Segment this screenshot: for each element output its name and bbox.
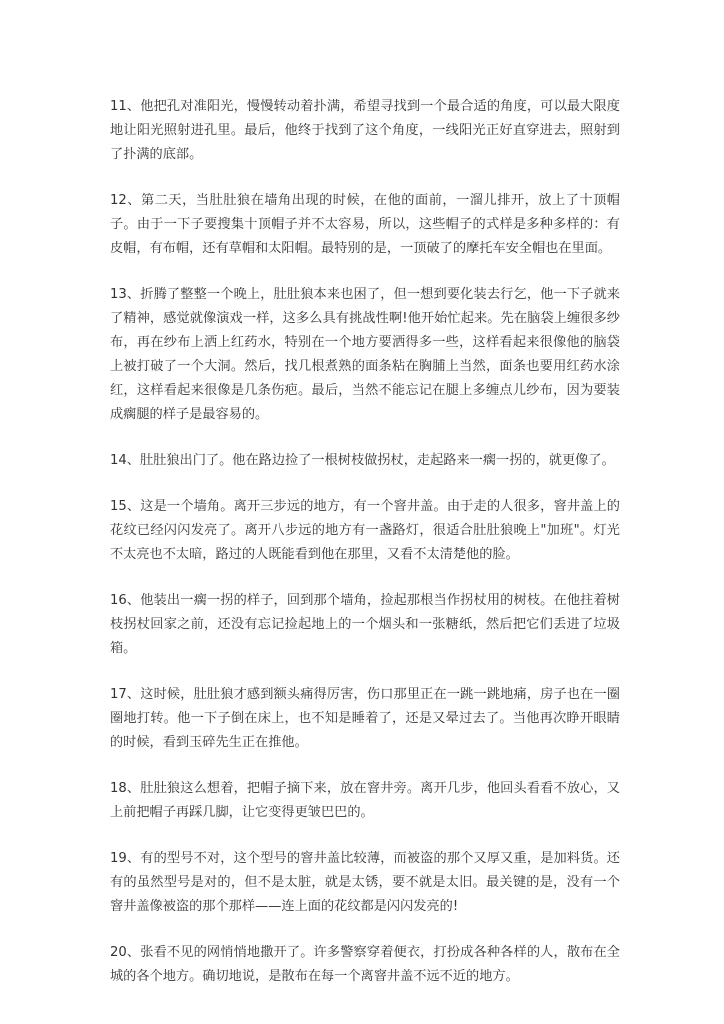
- paragraph-12: 12、第二天，当肚肚狼在墙角出现的时候，在他的面前，一溜儿排开，放上了十顶帽子。由于一下子要搜集十顶帽子并不太容易，所以，这些帽子的式样是多种多样的：有皮帽，有布帽，还有草帽和太阳帽。最特别的是，一顶破了的摩托车安全帽也在里面。: [110, 193, 620, 256]
- paragraph-11: 11、他把孔对准阳光，慢慢转动着扑满，希望寻找到一个最合适的角度，可以最大限度地让阳光照射进孔里。最后，他终于找到了这个角度，一线阳光正好直穿进去，照射到了扑满的底部。: [110, 99, 620, 162]
- paragraph-19: 19、有的型号不对，这个型号的窨井盖比较薄，而被盗的那个又厚又重，是加料货。还有的虽然型号是对的，但不是太脏，就是太锈，要不就是太旧。最关键的是，没有一个窨井盖像被盗的那个那样——连上面的花纹都是闪闪发亮的!: [110, 851, 620, 914]
- paragraph-16: 16、他装出一瘸一拐的样子，回到那个墙角，捡起那根当作拐杖用的树枝。在他拄着树枝拐杖回家之前，还没有忘记捡起地上的一个烟头和一张糖纸，然后把它们丢进了垃圾箱。: [110, 593, 620, 656]
- paragraph-13: 13、折腾了整整一个晚上，肚肚狼本来也困了，但一想到要化装去行乞，他一下子就来了精神，感觉就像演戏一样，这多么具有挑战性啊!他开始忙起来。先在脑袋上缠很多纱布，再在纱布上洒上红药水，特别在一个地方要洒得多一些，这样看起来很像他的脑袋上被打破了一个大洞。然后，找几根煮熟的面条粘在胸脯上当然，面条也要用红药水涂红，这样看起来很像是几条伤疤。最后，当然不能忘记在腿上多缠点儿纱布，因为要装成瘸腿的样子是最容易的。: [110, 287, 620, 422]
- paragraph-15: 15、这是一个墙角。离开三步远的地方，有一个窨井盖。由于走的人很多，窨井盖上的花纹已经闪闪发亮了。离开八步远的地方有一盏路灯，很适合肚肚狼晚上"加班"。灯光不太亮也不太暗，路过的人既能看到他在那里，又看不太清楚他的脸。: [110, 499, 620, 562]
- paragraph-18: 18、肚肚狼这么想着，把帽子摘下来，放在窨井旁。离开几步，他回头看看不放心，又上前把帽子再踩几脚，让它变得更皱巴巴的。: [110, 781, 620, 820]
- document-page: [110, 95, 620, 1011]
- paragraph-20: 20、张看不见的网悄悄地撒开了。许多警察穿着便衣，打扮成各种各样的人，散布在全城的各个地方。确切地说，是散布在每一个离窨井盖不远不近的地方。: [110, 945, 620, 984]
- paragraph-17: 17、这时候，肚肚狼才感到额头痛得厉害，伤口那里正在一跳一跳地痛，房子也在一圈圈地打转。他一下子倒在床上，也不知是睡着了，还是又晕过去了。当他再次睁开眼睛的时候，看到玉碎先生正在推他。: [110, 687, 620, 750]
- paragraph-14: 14、肚肚狼出门了。他在路边捡了一根树枝做拐杖，走起路来一瘸一拐的，就更像了。: [110, 453, 615, 468]
